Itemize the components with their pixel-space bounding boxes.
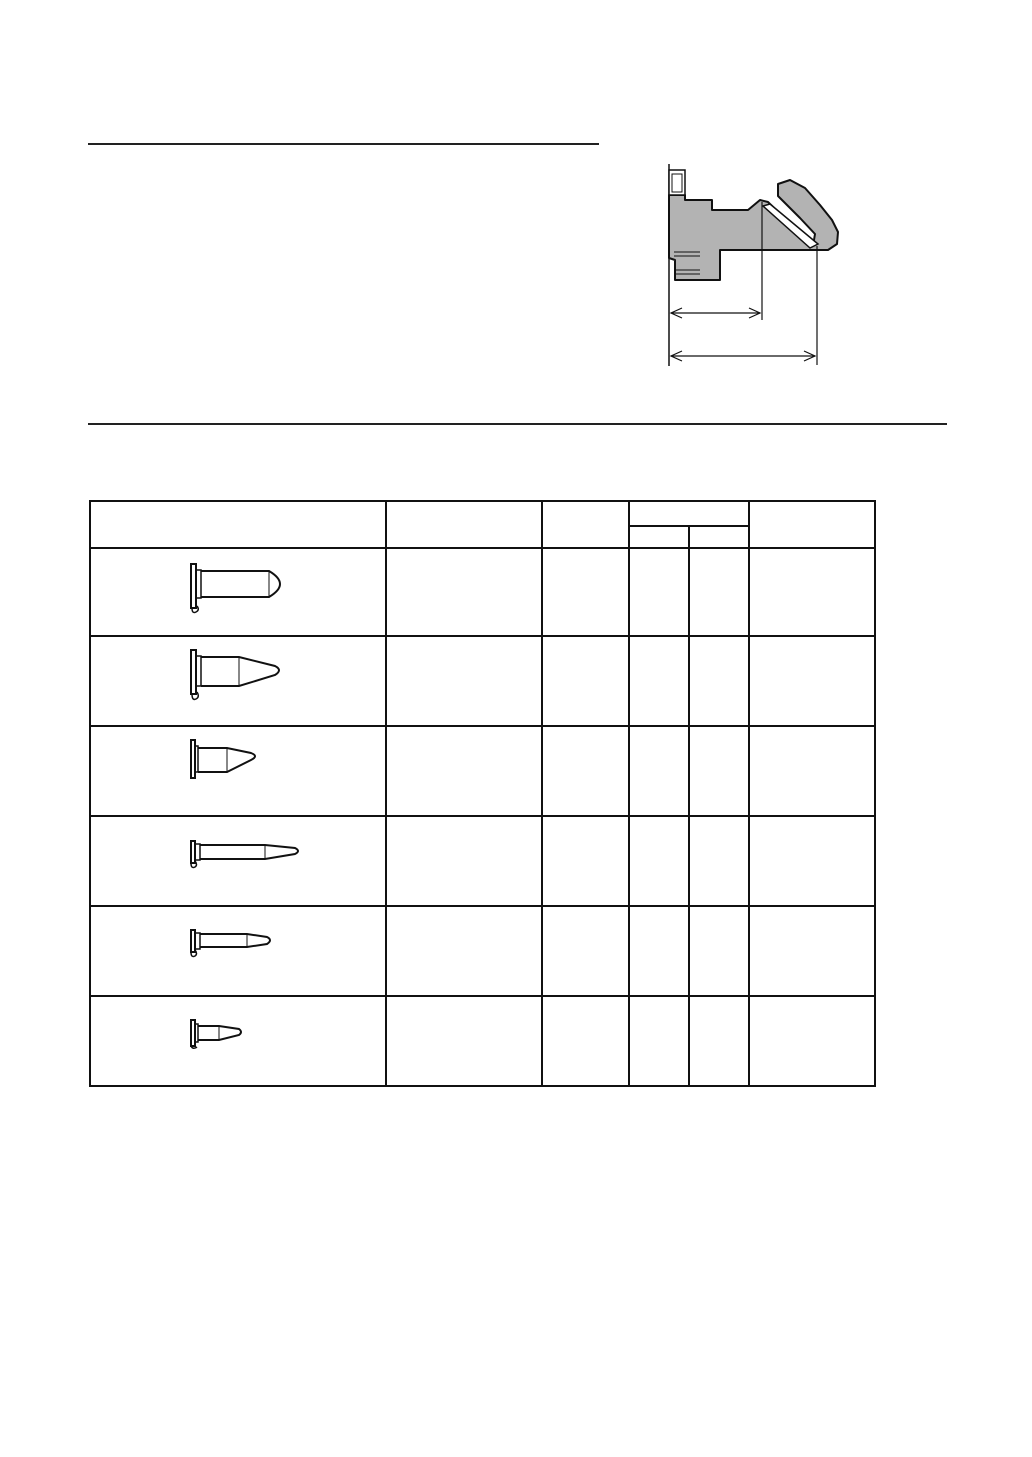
table-cell: [749, 996, 875, 1086]
tube-cell: [90, 996, 386, 1086]
table-cell: [689, 906, 749, 996]
tube-specification-table: [89, 500, 876, 1087]
tube-cell: [90, 636, 386, 726]
tube-icon-conical-small: [187, 1016, 317, 1056]
rotor-cross-section-diagram: [660, 160, 850, 370]
table-cell: [386, 726, 542, 816]
table-cell: [749, 816, 875, 906]
table-cell: [629, 548, 689, 636]
table-row: [90, 906, 875, 996]
table-cell: [629, 996, 689, 1086]
section-rule-top: [88, 143, 599, 145]
table-cell: [629, 726, 689, 816]
table-row: [90, 996, 875, 1086]
table-row: [90, 636, 875, 726]
tube-cell: [90, 816, 386, 906]
table-cell: [689, 996, 749, 1086]
table-cell: [542, 996, 629, 1086]
table-cell: [689, 726, 749, 816]
table-subheader-a: [629, 526, 689, 548]
table-cell: [689, 548, 749, 636]
table-cell: [542, 816, 629, 906]
table-cell: [542, 906, 629, 996]
tube-cell: [90, 726, 386, 816]
table-cell: [749, 906, 875, 996]
table-cell: [629, 816, 689, 906]
table-cell: [689, 816, 749, 906]
table-cell: [542, 726, 629, 816]
table-header-col3: [542, 501, 629, 548]
table-cell: [629, 636, 689, 726]
table-cell: [386, 996, 542, 1086]
table-cell: [749, 636, 875, 726]
table-cell: [749, 548, 875, 636]
table-row: [90, 726, 875, 816]
table-row: [90, 816, 875, 906]
table-header-tube: [90, 501, 386, 548]
table-header-col6: [749, 501, 875, 548]
tube-icon-round: [187, 562, 317, 616]
table-cell: [749, 726, 875, 816]
table-cell: [689, 636, 749, 726]
tube-icon-conical-medium: [187, 926, 317, 966]
table-cell: [542, 548, 629, 636]
tube-icon-conical-short: [187, 738, 317, 788]
table-cell: [386, 816, 542, 906]
table-cell: [542, 636, 629, 726]
rotor-body-shape: [669, 180, 838, 280]
table-header-col2: [386, 501, 542, 548]
table-cell: [386, 906, 542, 996]
table-cell: [386, 636, 542, 726]
tube-cell: [90, 906, 386, 996]
tube-cell: [90, 548, 386, 636]
table-row: [90, 548, 875, 636]
table-header-group: [629, 501, 749, 526]
tube-icon-conical-long: [187, 837, 317, 877]
table-subheader-b: [689, 526, 749, 548]
table-cell: [629, 906, 689, 996]
tube-icon-conical-large: [187, 648, 317, 708]
section-rule-middle: [88, 423, 947, 425]
table-cell: [386, 548, 542, 636]
